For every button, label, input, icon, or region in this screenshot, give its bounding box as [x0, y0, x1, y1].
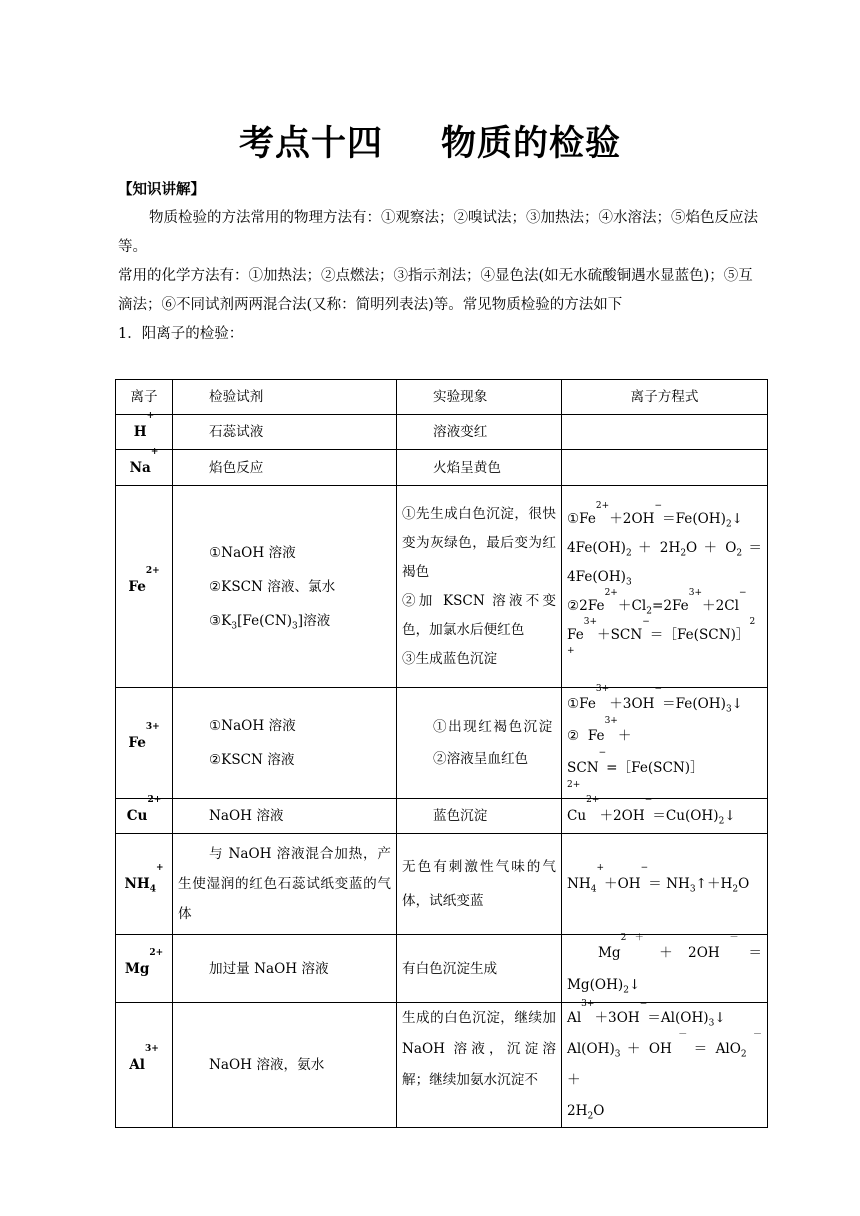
paragraph-cation-heading: 1．阳离子的检验： [118, 326, 244, 342]
header-equation: 离子方程式 [562, 380, 768, 415]
phenomenon-line: ②溶液呈血红色 [433, 751, 529, 767]
phenomenon-line: ①先生成白色沉淀，很快变为灰绿色，最后变为红褐色 [402, 505, 556, 580]
phenomenon-cell: 火焰呈黄色 [397, 450, 562, 486]
ion-cell: $NH_4^+$ [116, 834, 173, 935]
equation-cell [562, 684, 768, 799]
equation-line: $②2Fe^{2+}+Cl_2=2Fe^{3+}+2Cl^-$ [567, 588, 747, 617]
reagent-line: $③K_3[Fe(CN)_3]$溶液 [209, 612, 331, 632]
reagent-cell: 焰色反应 [173, 450, 397, 486]
equation-line: $4Fe(OH)_2 + 2H_2O + O_2$ ＝ [567, 540, 762, 559]
reagent-line: ①NaOH 溶液 [209, 718, 296, 734]
equation-line: $Mg^{2 +} + 2OH$ － ＝ [598, 932, 762, 961]
paragraph-chemical-methods: 常用的化学方法有：①加热法；②点燃法；③指示剂法；④显色法(如无水硫酸铜遇水显蓝色)；⑤互滴法；⑥不同试剂两两混合法(又称：简明列表法)等。常见物质检验的方法如下 [118, 268, 753, 313]
ion-cell: $Fe^{2+}$ [116, 486, 173, 688]
equation-line: $4Fe(OH)_3$ [567, 569, 632, 588]
page-title: 考点十四 物质的检验 [238, 123, 622, 164]
reagent-cell: 与 NaOH 溶液混合加热，产生使湿润的红色石蕊试纸变蓝的气体 [173, 834, 397, 935]
table-row [116, 486, 768, 688]
equation-line: ② $Fe^{3+}+SCN^-=[Fe(SCN)]$ [567, 716, 704, 776]
table-row [116, 415, 768, 450]
equation-cell [562, 486, 768, 688]
phenomenon-cell: 生成的白色沉淀，继续加 NaOH 溶液，沉淀溶解；继续加氨水沉淀不 [397, 1003, 562, 1128]
phenomenon-cell: 溶液变红 [397, 415, 562, 450]
ion-cell: $Al^{3+}$ [116, 1003, 173, 1128]
equation-cell: $NH_4^++OH^-=$ $NH_3↑+H_2O$ [562, 834, 768, 935]
header-ion: 离子 [116, 380, 173, 415]
equation-line: $Fe^{3+}+SCN^-=[Fe(SCN)]^2$ [567, 617, 756, 643]
table-row [116, 834, 768, 935]
ion-cell: $Mg^{2+}$ [116, 935, 173, 1003]
phenomenon-cell: 蓝色沉淀 [397, 799, 562, 834]
equation-cell: $Cu^{2+}+2OH^-=Cu(OH)_2↓$ [562, 799, 768, 834]
phenomenon-cell: 无色有刺激性气味的气体，试纸变蓝 [397, 834, 562, 935]
reagent-line: ②KSCN 溶液 [209, 752, 295, 768]
table-row [116, 1003, 768, 1128]
reagent-cell: 石蕊试液 [173, 415, 397, 450]
table-row [116, 688, 768, 799]
phenomenon-cell [397, 486, 562, 688]
equation-line: $Al(OH)_3$ ＋ OH － ＝ AlO$_2$ － ＋ [567, 1030, 762, 1088]
header-reagent: 检验试剂 [173, 380, 397, 415]
phenomenon-line: ②加 KSCN 溶液不变色，加氯水后便红色 [402, 592, 556, 638]
reagent-cell [173, 486, 397, 688]
table-row [116, 799, 768, 834]
ion-cell: Na+ [116, 450, 173, 486]
phenomenon-line: ①出现红褐色沉淀 [433, 719, 554, 735]
equation-cell [562, 932, 768, 1003]
cation-test-table [115, 379, 768, 1128]
reagent-cell [173, 688, 397, 799]
table-row [116, 450, 768, 486]
reagent-cell: NaOH 溶液，氨水 [173, 1003, 397, 1128]
equation-cell [562, 415, 768, 450]
paragraph-physical-methods: 物质检验的方法常用的物理方法有：①观察法；②嗅试法；③加热法；④水溶法；⑤焰色反应法等。 [118, 210, 758, 255]
ion-cell: $Fe^{3+}$ [116, 688, 173, 799]
equation-line: $Al^{3+}+3OH^-=Al(OH)_3↓$ [567, 999, 726, 1029]
equation-line: $2H_2O$ [567, 1103, 605, 1122]
section-heading: 【知识讲解】 [118, 181, 205, 198]
equation-line: $Mg(OH)_2↓$ [567, 976, 641, 996]
equation-line: $①Fe^{3+}+3OH^-=Fe(OH)_3↓$ [567, 684, 744, 715]
phenomenon-cell: 有白色沉淀生成 [397, 935, 562, 1003]
ion-cell: H+ [116, 415, 173, 450]
table-row [116, 935, 768, 1003]
equation-cell [562, 999, 768, 1128]
equation-line: 2+ [567, 780, 581, 790]
reagent-line: ①NaOH 溶液 [209, 544, 296, 561]
equation-line: + [567, 646, 575, 656]
reagent-cell: 加过量 NaOH 溶液 [173, 935, 397, 1003]
header-phenomenon: 实验现象 [397, 380, 562, 415]
equation-cell [562, 450, 768, 486]
phenomenon-line: ③生成蓝色沉淀 [402, 650, 498, 667]
ion-cell: $Cu^{2+}$ [116, 799, 173, 834]
equation-line: $①Fe^{2+}+2OH^-=Fe(OH)_2↓$ [567, 501, 744, 530]
reagent-line: ②KSCN 溶液、氯水 [209, 578, 336, 595]
reagent-cell: NaOH 溶液 [173, 799, 397, 834]
phenomenon-cell [397, 688, 562, 799]
